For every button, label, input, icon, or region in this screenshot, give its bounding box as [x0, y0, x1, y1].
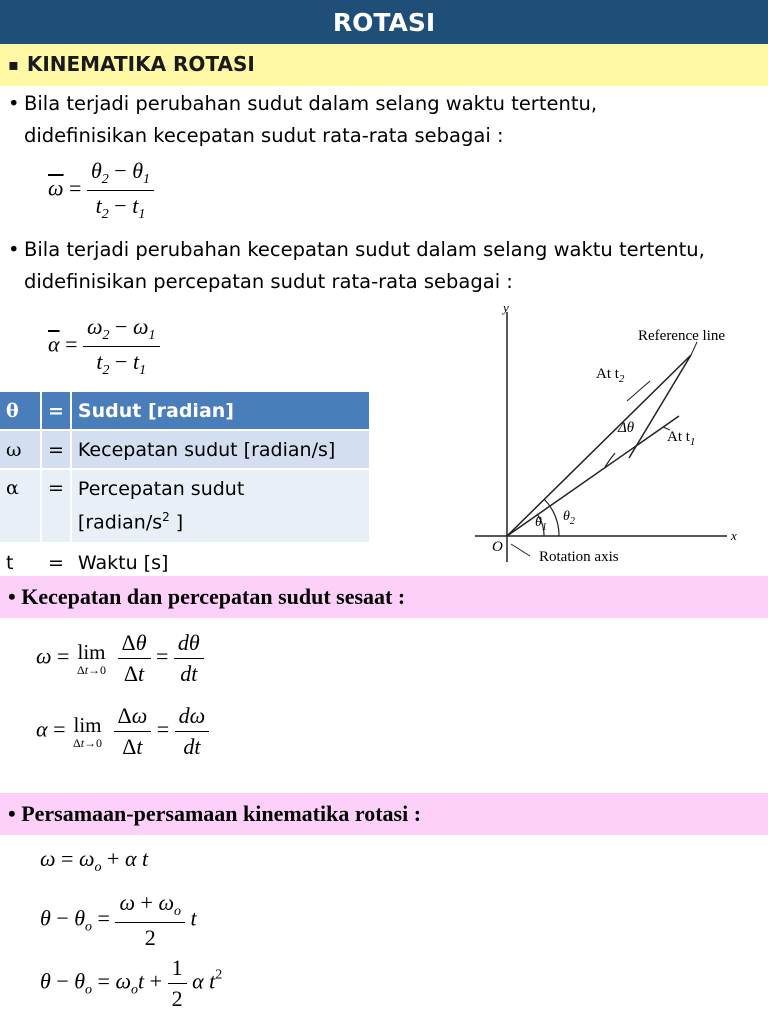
- legend-equals: =: [41, 430, 71, 469]
- equation-angular-velocity: $\omega = \omega_o + \alpha$ t: [40, 846, 149, 875]
- heading-text: Kecepatan dan percepatan sudut sesaat :: [21, 584, 406, 609]
- line-at-t2: [507, 355, 691, 536]
- legend-equals: =: [41, 392, 71, 430]
- table-row: [0, 392, 370, 430]
- section-heading-text: KINEMATIKA ROTASI: [26, 52, 255, 76]
- kinematics-equations-heading: [0, 793, 768, 835]
- at-t2-label: At $t_2$: [596, 366, 625, 385]
- legend-description: Sudut [radian]: [71, 392, 370, 430]
- legend-description: Waktu [s]: [71, 543, 370, 582]
- heading-text: Persamaan-persamaan kinematika rotasi :: [21, 801, 422, 826]
- legend-description: Kecepatan sudut [radian/s]: [71, 430, 370, 469]
- at-t1-label: At $t_1$: [667, 429, 696, 448]
- x-axis-label: x: [731, 528, 737, 543]
- legend-symbol: ω: [0, 430, 41, 469]
- heading-bullet: •: [8, 801, 16, 826]
- rotation-diagram: [455, 300, 760, 572]
- formula-average-angular-acceleration: $\overline{\alpha}$ = $\frac{\omega_2 - \omega_1}{t_2 - t_1}$: [48, 314, 160, 379]
- formula-average-angular-velocity: $\overline{\omega}$ = $\frac{\theta_2 - \theta_1}{t_2 - t_1}$: [48, 158, 154, 223]
- delta-theta-label: Δθ: [618, 420, 635, 436]
- equation-angle-time: $\theta - \theta_o = \omega_ot$ + $\frac{1}{2}$ α $t^2$: [40, 955, 223, 1011]
- legend-description-line: Percepatan sudut: [77, 478, 245, 501]
- symbol-legend-table: [0, 392, 371, 583]
- line-at-t1: [507, 416, 679, 536]
- rotation-axis-pointer: [511, 544, 530, 556]
- legend-equals: =: [41, 543, 71, 582]
- page-title: ROTASI: [0, 0, 768, 44]
- table-row: [0, 469, 370, 543]
- equation-angle-average: $\theta - \theta_o$ = $\frac{\omega + \omega_o}{2}$ t: [40, 890, 197, 950]
- instantaneous-heading: [0, 576, 768, 618]
- theta1-label: $\theta_1$: [535, 515, 547, 533]
- paragraph-line: didefinisikan kecepatan sudut rata-rata sebagai :: [24, 124, 504, 147]
- paragraph-line: didefinisikan percepatan sudut rata-rata sebagai :: [24, 270, 513, 293]
- formula-instant-angular-velocity: ω = lim Δt→0 $\frac{\Delta\theta}{\Delta t}$ = $\frac{d\theta}{dt}$: [36, 630, 204, 687]
- reference-line-label: Reference line: [638, 328, 726, 344]
- table-row: [0, 430, 370, 469]
- paragraph-average-angular-velocity: • Bila terjadi perubahan sudut dalam selang waktu tertentu, didefinisikan kecepatan sudut rata-rata sebagai :: [8, 92, 598, 147]
- legend-symbol: t: [0, 543, 41, 582]
- rotation-axis-label: Rotation axis: [539, 549, 619, 565]
- paragraph-average-angular-acceleration: • Bila terjadi perubahan kecepatan sudut dalam selang waktu tertentu, didefinisikan percepatan sudut rata-rata sebagai :: [8, 238, 705, 293]
- section-heading: [0, 44, 768, 86]
- origin-label: O: [492, 539, 503, 555]
- paragraph-line: Bila terjadi perubahan kecepatan sudut dalam selang waktu tertentu,: [24, 238, 705, 261]
- heading-bullet: •: [8, 584, 16, 609]
- legend-symbol: α: [0, 469, 41, 543]
- legend-equals: =: [41, 469, 71, 543]
- legend-symbol: θ: [0, 392, 41, 430]
- y-axis-label: y: [503, 300, 509, 315]
- theta2-label: $\theta_2$: [563, 509, 575, 527]
- section-bullet: ▪: [8, 55, 19, 74]
- legend-description-line: [$radian/s^2$ ]: [77, 510, 184, 534]
- formula-instant-angular-acceleration: α = lim Δt→0 $\frac{\Delta\omega}{\Delta t}$ = $\frac{d\omega}{dt}$: [36, 703, 209, 760]
- paragraph-line: Bila terjadi perubahan sudut dalam selang waktu tertentu,: [24, 92, 598, 115]
- legend-description: [71, 469, 370, 543]
